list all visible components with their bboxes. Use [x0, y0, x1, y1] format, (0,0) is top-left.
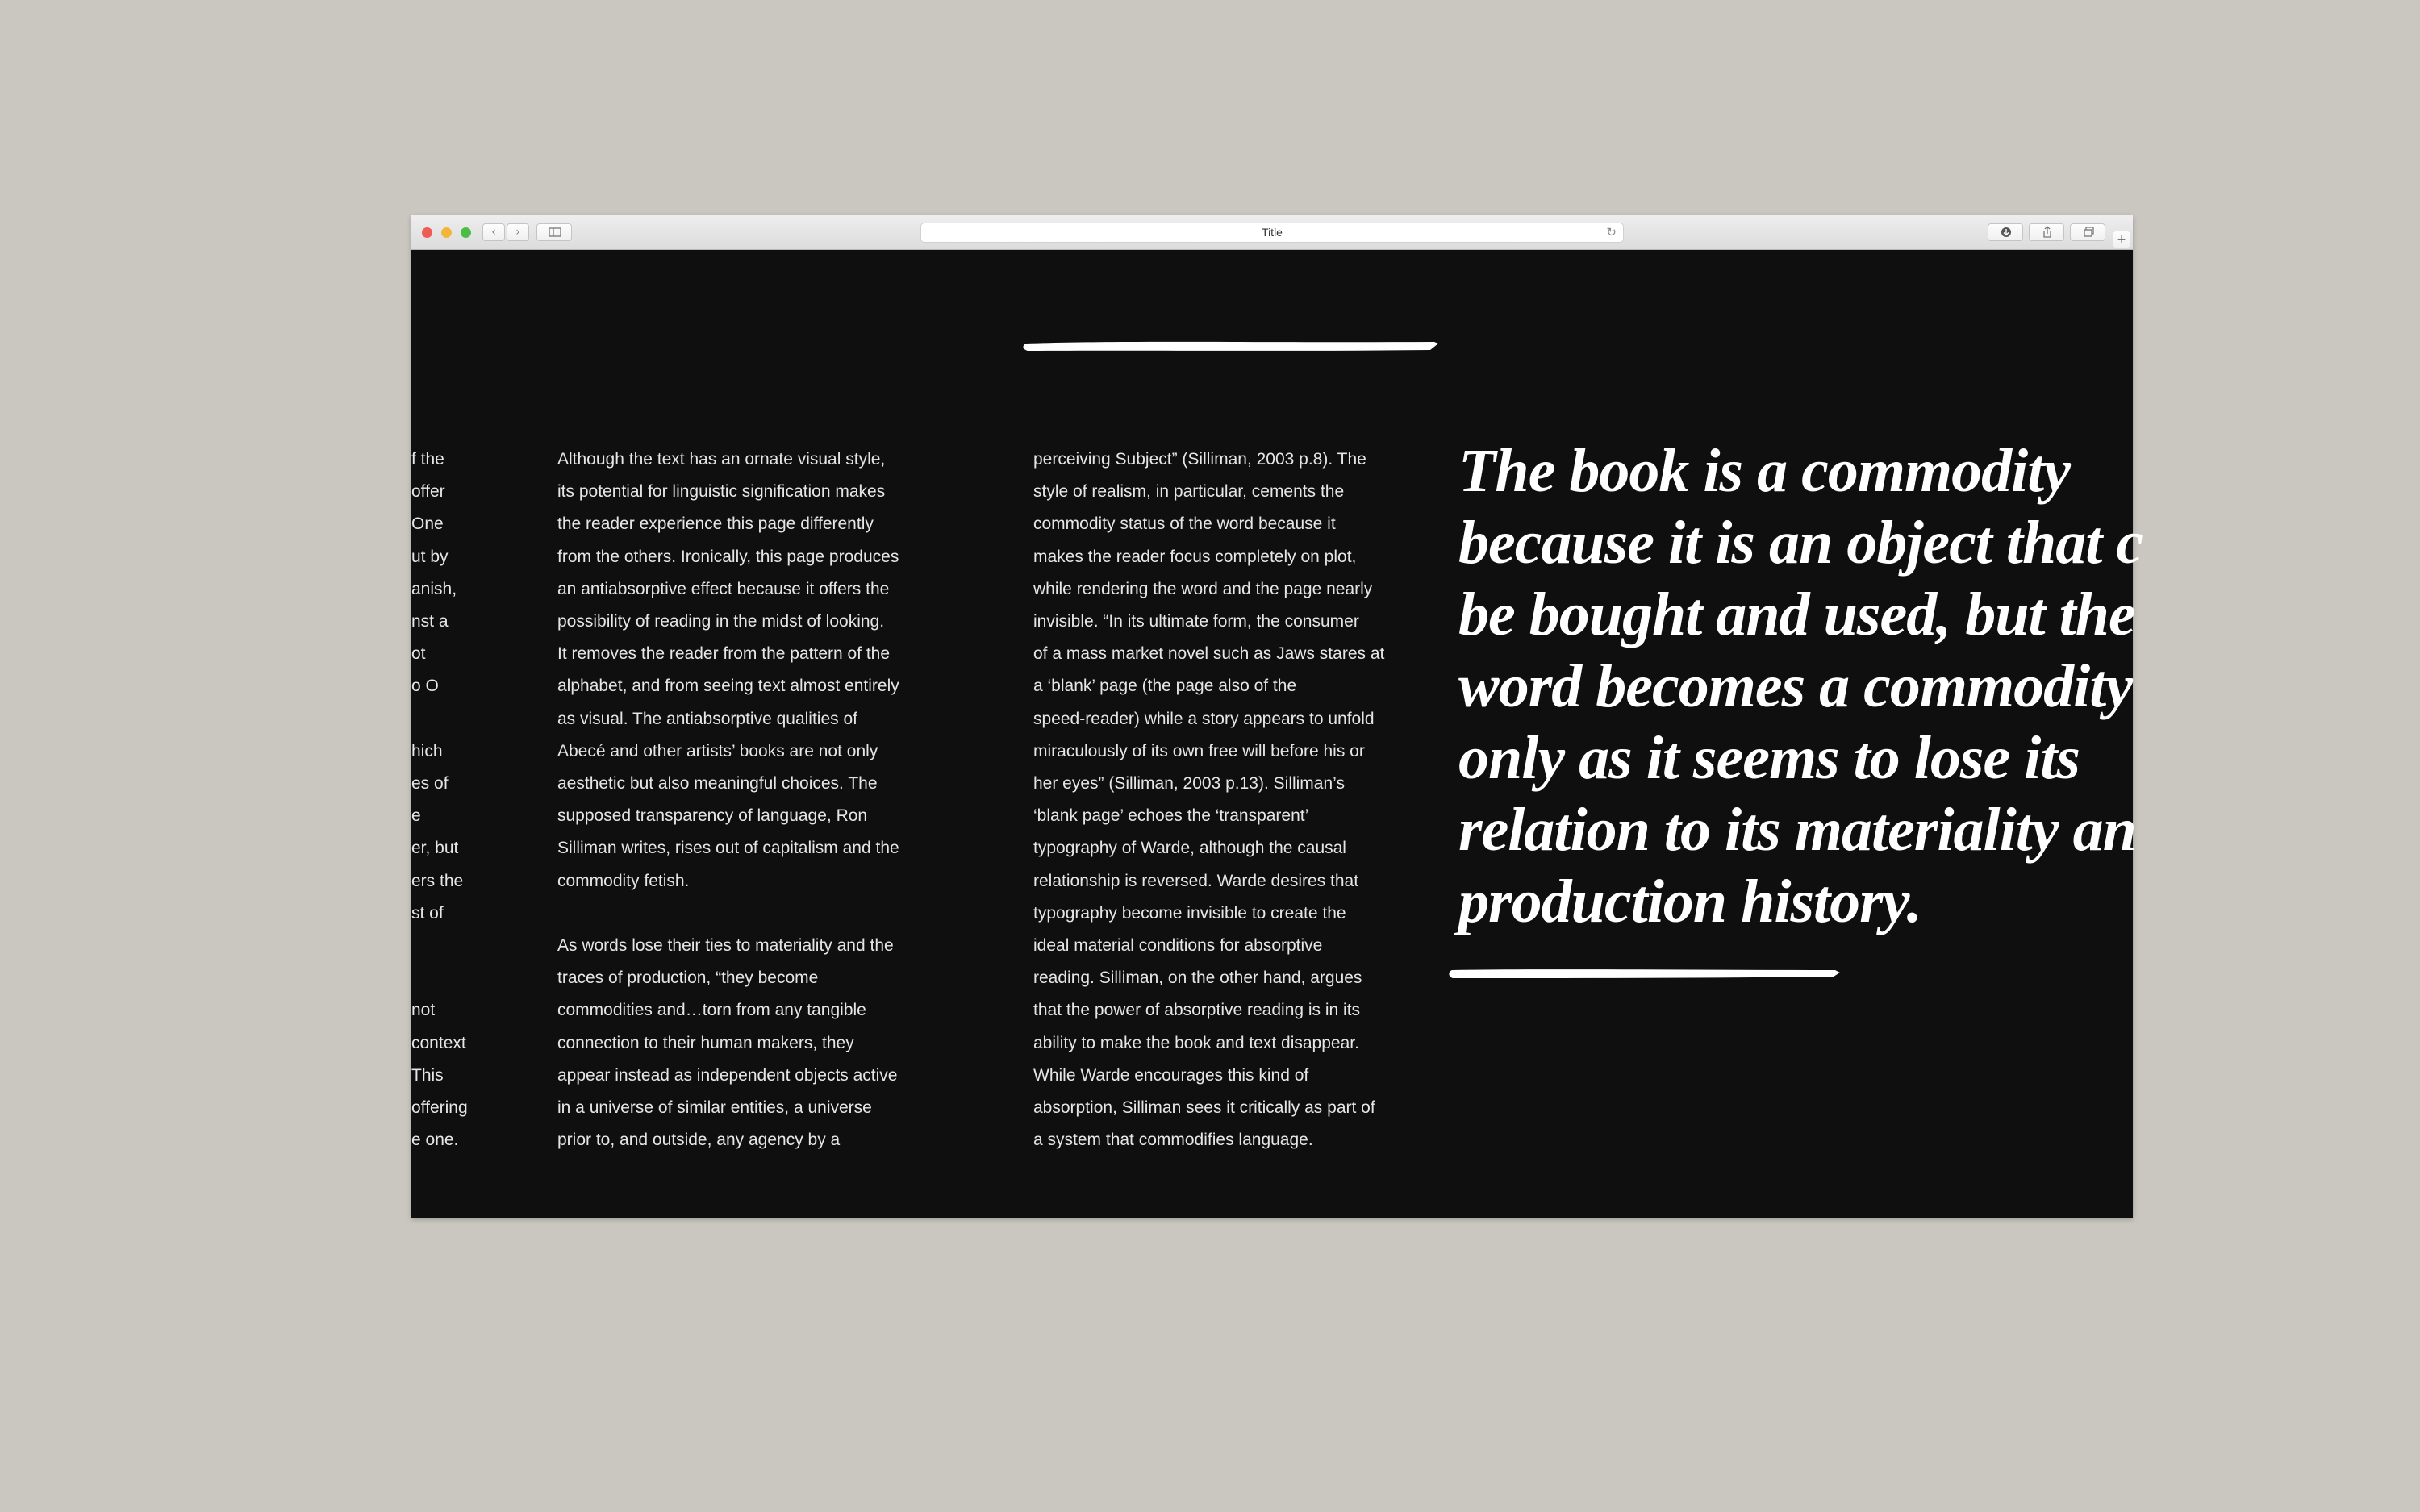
text-line: e — [411, 806, 421, 826]
text-line: perceiving Subject” (Silliman, 2003 p.8). The — [1033, 450, 1366, 469]
text-line: the reader experience this page differently — [557, 514, 874, 534]
text-column-clipped — [411, 444, 468, 1156]
text-line: possibility of reading in the midst of looking. — [557, 612, 885, 631]
text-line: typography become invisible to create the — [1033, 903, 1346, 923]
text-line: anish, — [411, 579, 457, 598]
text-line: commodity status of the word because it — [1033, 514, 1336, 534]
pull-quote-line: only as it seems to lose its — [1458, 724, 2080, 792]
text-column-1 — [557, 444, 899, 1156]
text-line: appear instead as independent objects active — [557, 1065, 898, 1085]
text-line: o O — [411, 677, 439, 696]
address-bar[interactable] — [920, 223, 1624, 243]
text-line: ideal material conditions for absorptive — [1033, 936, 1323, 956]
text-line: While Warde encourages this kind of — [1033, 1065, 1309, 1085]
text-line: ers the — [411, 871, 464, 890]
text-line: Silliman writes, rises out of capitalism and the — [557, 839, 899, 858]
download-icon[interactable] — [1988, 223, 2023, 241]
text-line: er, but — [411, 839, 459, 858]
browser-toolbar — [411, 215, 2133, 250]
text-line: context — [411, 1033, 466, 1052]
text-line: in a universe of similar entities, a universe — [557, 1098, 872, 1118]
reload-icon[interactable]: ↻ — [1606, 225, 1617, 240]
browser-window — [411, 215, 2143, 1218]
text-line: that the power of absorptive reading is in its — [1033, 1001, 1361, 1020]
text-line: ut by — [411, 547, 449, 566]
page-title: Title — [1262, 226, 1283, 239]
share-icon[interactable] — [2029, 223, 2064, 241]
pull-quote-line: relation to its materiality an — [1458, 796, 2136, 864]
text-line: es of — [411, 774, 449, 793]
text-line: aesthetic but also meaningful choices. The — [557, 774, 878, 793]
text-line: speed-reader) while a story appears to unfold — [1033, 709, 1375, 728]
text-line: not — [411, 1001, 436, 1020]
text-line: her eyes” (Silliman, 2003 p.13). Silliman’s — [1033, 774, 1345, 793]
text-line: nst a — [411, 612, 449, 631]
text-line: a system that commodifies language. — [1033, 1131, 1313, 1150]
text-line: of a mass market novel such as Jaws stares at — [1033, 644, 1385, 664]
text-line: offering — [411, 1098, 468, 1118]
text-column-2 — [1033, 444, 1384, 1156]
page-content — [411, 250, 2143, 1218]
text-line: ‘blank page’ echoes the ‘transparent’ — [1033, 806, 1309, 826]
pull-quote-line: because it is an object that c — [1458, 509, 2143, 577]
text-line: invisible. “In its ultimate form, the consumer — [1033, 612, 1359, 631]
text-line: as visual. The antiabsorptive qualities of — [557, 709, 857, 728]
tabs-icon[interactable] — [2070, 223, 2105, 241]
text-line: an antiabsorptive effect because it offers the — [557, 579, 890, 598]
pull-quote-line: be bought and used, but the — [1458, 581, 2135, 648]
text-line: e one. — [411, 1131, 459, 1150]
sidebar-icon[interactable] — [536, 223, 572, 241]
pull-quote-line: The book is a commodity — [1458, 437, 2071, 505]
text-line: One — [411, 514, 444, 534]
text-line: Abecé and other artists’ books are not only — [557, 741, 878, 760]
paragraph-gap — [557, 898, 899, 930]
text-line: absorption, Silliman sees it critically as part of — [1033, 1098, 1375, 1118]
text-line: traces of production, “they become — [557, 968, 819, 988]
text-line: ot — [411, 644, 426, 664]
top-brush-stroke — [1021, 335, 1441, 360]
pull-quote — [1458, 435, 2143, 938]
text-line: style of realism, in particular, cements the — [1033, 482, 1345, 502]
text-line: offer — [411, 482, 445, 502]
pull-quote-line: production history. — [1458, 868, 1921, 935]
text-line: reading. Silliman, on the other hand, argues — [1033, 968, 1362, 988]
forward-icon[interactable]: › — [507, 223, 529, 241]
text-line: a ‘blank’ page (the page also of the — [1033, 677, 1297, 696]
text-line: hich — [411, 741, 443, 760]
zoom-icon[interactable] — [461, 227, 471, 238]
text-line: prior to, and outside, any agency by a — [557, 1131, 841, 1150]
text-line — [411, 930, 460, 962]
text-line: supposed transparency of language, Ron — [557, 806, 868, 826]
text-line: st of — [411, 903, 444, 923]
text-line: miraculously of its own free will before his or — [1033, 741, 1365, 760]
back-icon[interactable]: ‹ — [482, 223, 505, 241]
text-line — [411, 703, 460, 735]
text-line: f the — [411, 450, 444, 469]
text-line: connection to their human makers, they — [557, 1033, 854, 1052]
text-line — [411, 962, 460, 994]
text-line: As words lose their ties to materiality and the — [557, 936, 894, 956]
close-icon[interactable] — [422, 227, 432, 238]
text-line: makes the reader focus completely on plot, — [1033, 547, 1357, 566]
text-line: It removes the reader from the pattern of the — [557, 644, 891, 664]
new-tab-icon[interactable]: + — [2113, 231, 2130, 248]
text-line: alphabet, and from seeing text almost entirely — [557, 677, 899, 696]
text-line: ability to make the book and text disappear. — [1033, 1033, 1359, 1052]
bottom-brush-stroke — [1448, 965, 1843, 985]
text-line: while rendering the word and the page nearly — [1033, 579, 1373, 598]
text-line: commodities and…torn from any tangible — [557, 1001, 866, 1020]
text-line: from the others. Ironically, this page produces — [557, 547, 899, 566]
minimize-icon[interactable] — [441, 227, 452, 238]
text-line: typography of Warde, although the causal — [1033, 839, 1346, 858]
text-line: its potential for linguistic signification makes — [557, 482, 886, 502]
text-line: relationship is reversed. Warde desires that — [1033, 871, 1359, 890]
text-line: Although the text has an ornate visual style, — [557, 450, 886, 469]
text-line: This — [411, 1065, 444, 1085]
text-line: commodity fetish. — [557, 871, 690, 890]
pull-quote-line: word becomes a commodity — [1458, 652, 2133, 720]
